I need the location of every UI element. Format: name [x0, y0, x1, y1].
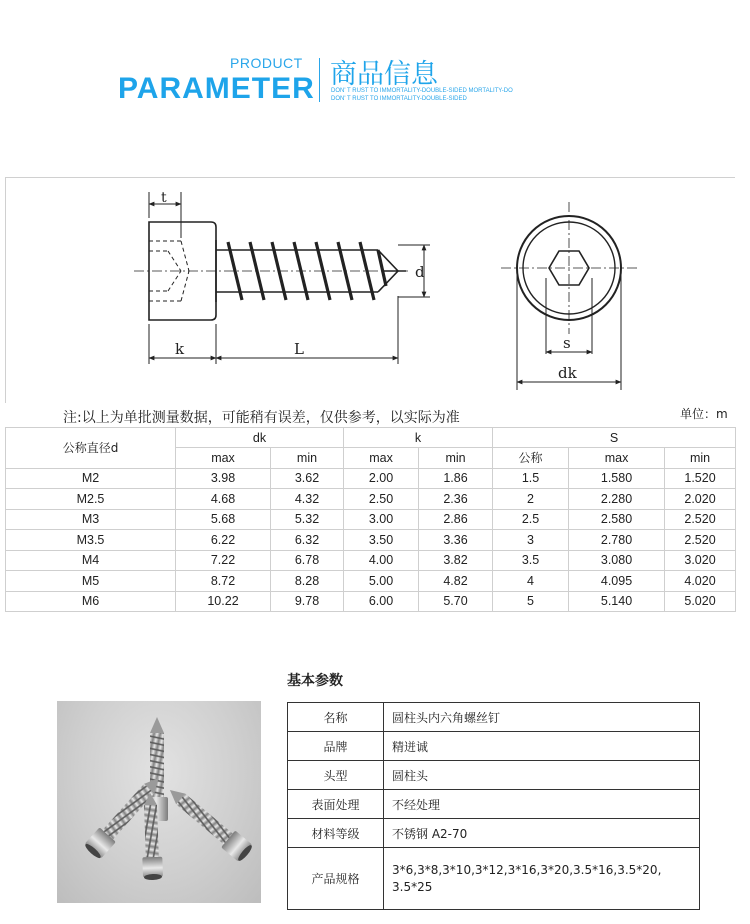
cell: 2.86: [419, 509, 493, 530]
cell: 2.520: [665, 509, 736, 530]
label-s: s: [563, 334, 571, 352]
cell: 3.080: [569, 550, 665, 571]
header-tagline-1: DON' T RUST TO IMMORTALITY-DOUBLE-SIDED MORTALITY-DO: [331, 88, 513, 94]
cell: 2.36: [419, 489, 493, 510]
col-k: k: [344, 428, 493, 448]
table-row: [6, 550, 736, 571]
cell: 4.095: [569, 571, 665, 592]
cell: 2.780: [569, 530, 665, 551]
table-row: [6, 489, 736, 510]
technical-drawing: [5, 177, 735, 403]
param-key: 材料等级: [288, 819, 384, 848]
page-header: [0, 0, 750, 130]
cell: M3.5: [6, 530, 176, 551]
cell: 3.98: [176, 468, 271, 489]
label-L: L: [294, 340, 304, 358]
cell: 2.520: [665, 530, 736, 551]
spec-table: [5, 427, 736, 612]
cell: M2.5: [6, 489, 176, 510]
cell: 1.5: [493, 468, 569, 489]
table-row: [6, 591, 736, 612]
cell: 6.32: [271, 530, 344, 551]
cell: 10.22: [176, 591, 271, 612]
sub-max: max: [344, 448, 419, 469]
basic-params-table: [287, 702, 700, 910]
cell: 2.020: [665, 489, 736, 510]
cell: 8.72: [176, 571, 271, 592]
col-dk: dk: [176, 428, 344, 448]
cell: 5.140: [569, 591, 665, 612]
cell: 6.78: [271, 550, 344, 571]
header-title-cn: 商品信息: [330, 59, 438, 90]
sub-min: min: [419, 448, 493, 469]
table-row: [288, 819, 700, 848]
cell: M2: [6, 468, 176, 489]
unit-label: 单位：m: [680, 407, 728, 421]
cell: 3: [493, 530, 569, 551]
spec-header-row: [6, 428, 736, 448]
cell: 2.50: [344, 489, 419, 510]
cell: 6.00: [344, 591, 419, 612]
col-s: S: [493, 428, 736, 448]
table-row: [6, 509, 736, 530]
param-value: 圆柱头内六角螺丝钉: [384, 703, 700, 732]
param-key: 头型: [288, 761, 384, 790]
cell: 3.82: [419, 550, 493, 571]
cell: 4.68: [176, 489, 271, 510]
cell: 4.82: [419, 571, 493, 592]
sub-max: max: [569, 448, 665, 469]
table-row: [288, 848, 700, 910]
cell: 4.020: [665, 571, 736, 592]
table-row: [288, 732, 700, 761]
cell: 3.00: [344, 509, 419, 530]
cell: 5.020: [665, 591, 736, 612]
screw-side-view: [134, 222, 408, 320]
cell: 5.68: [176, 509, 271, 530]
cell: 3.36: [419, 530, 493, 551]
cell: 5.32: [271, 509, 344, 530]
basic-params-title: 基本参数: [287, 673, 343, 689]
param-key: 产品规格: [288, 848, 384, 910]
param-value: 不经处理: [384, 790, 700, 819]
cell: M3: [6, 509, 176, 530]
cell: 7.22: [176, 550, 271, 571]
cell: M5: [6, 571, 176, 592]
cell: 9.78: [271, 591, 344, 612]
cell: 3.62: [271, 468, 344, 489]
col-diameter: 公称直径d: [6, 428, 176, 469]
cell: 5: [493, 591, 569, 612]
cell: 1.86: [419, 468, 493, 489]
label-d: d: [415, 263, 425, 281]
header-product: PRODUCT: [230, 55, 303, 71]
cell: 8.28: [271, 571, 344, 592]
table-row: [6, 571, 736, 592]
label-t: t: [161, 190, 167, 206]
table-row: [288, 703, 700, 732]
screw-end-view: [501, 202, 637, 334]
cell: 5.00: [344, 571, 419, 592]
cell: 5.70: [419, 591, 493, 612]
screw-right: [163, 782, 255, 864]
cell: 1.520: [665, 468, 736, 489]
param-key: 名称: [288, 703, 384, 732]
cell: 3.50: [344, 530, 419, 551]
table-row: [6, 530, 736, 551]
cell: 2: [493, 489, 569, 510]
cell: M6: [6, 591, 176, 612]
sub-nominal: 公称: [493, 448, 569, 469]
cell: 2.00: [344, 468, 419, 489]
cell: 1.580: [569, 468, 665, 489]
cell: 2.580: [569, 509, 665, 530]
dimension-k-L: [149, 296, 398, 364]
measurement-note: 注:以上为单批测量数据，可能稍有误差，仅供参考，以实际为准: [63, 410, 460, 426]
cell: 4.32: [271, 489, 344, 510]
param-value: 圆柱头: [384, 761, 700, 790]
header-parameter: PARAMETER: [118, 72, 315, 105]
label-dk: dk: [558, 364, 577, 382]
sub-min: min: [665, 448, 736, 469]
sub-max: max: [176, 448, 271, 469]
cell: 2.280: [569, 489, 665, 510]
product-photo: [57, 701, 261, 903]
param-value: 精迸诚: [384, 732, 700, 761]
table-row: [288, 761, 700, 790]
table-row: [288, 790, 700, 819]
table-row: [6, 468, 736, 489]
sub-min: min: [271, 448, 344, 469]
cell: 6.22: [176, 530, 271, 551]
cell: 3.5: [493, 550, 569, 571]
header-tagline-2: DON' T RUST TO IMMORTALITY-DOUBLE-SIDED: [331, 96, 467, 102]
param-key: 品牌: [288, 732, 384, 761]
cell: M4: [6, 550, 176, 571]
param-value: 不锈钢 A2-70: [384, 819, 700, 848]
label-k: k: [175, 340, 185, 358]
param-value: 3*6,3*8,3*10,3*12,3*16,3*20,3.5*16,3.5*20, 3.5*25: [384, 848, 700, 910]
cell: 2.5: [493, 509, 569, 530]
cell: 3.020: [665, 550, 736, 571]
cell: 4.00: [344, 550, 419, 571]
header-divider: [319, 58, 320, 102]
param-key: 表面处理: [288, 790, 384, 819]
cell: 4: [493, 571, 569, 592]
